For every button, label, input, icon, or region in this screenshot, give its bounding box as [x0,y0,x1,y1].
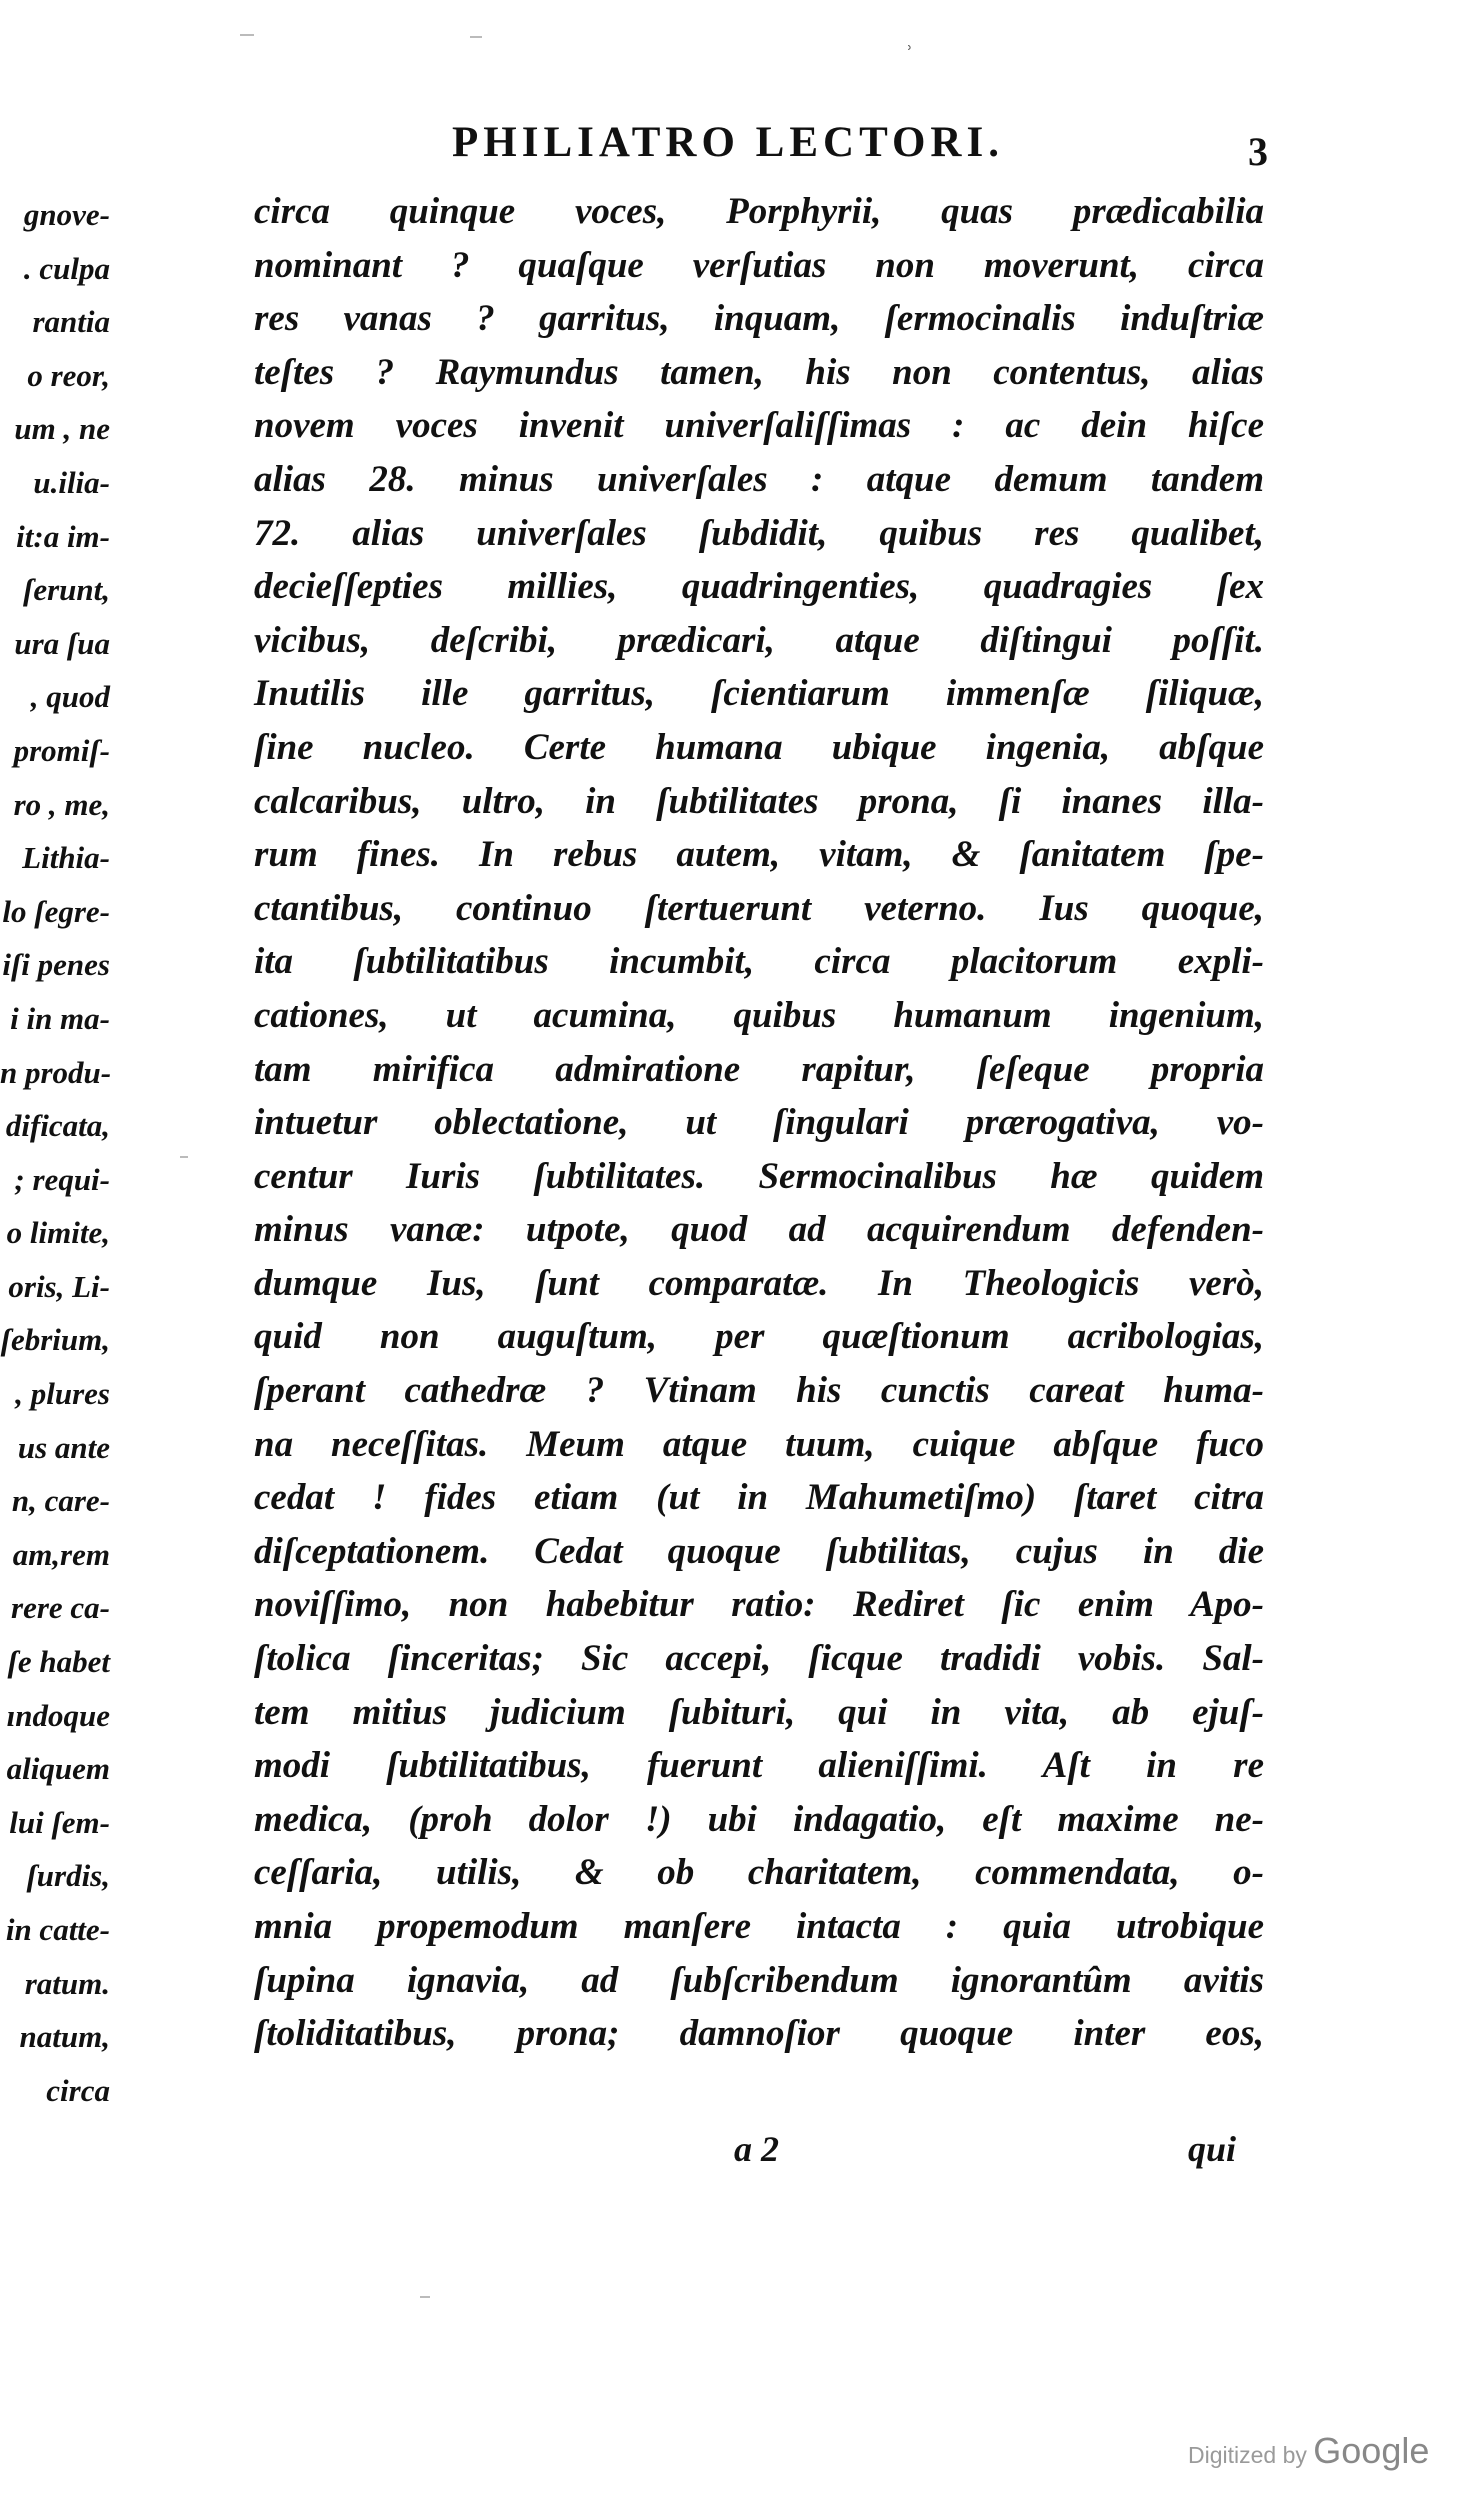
text-line: mnia propemodum manſere intacta : quia utrobique [254,1906,1264,1947]
margin-fragment: ; requi- [14,1161,110,1197]
running-head: PHILIATRO LECTORI. [452,119,1004,166]
text-line: 72. alias univerſales ſubdidit, quibus res qualibet, [254,512,1264,554]
watermark-brand: Google [1313,2430,1430,2471]
text-line: teſtes ? Raymundus tamen, his non contentus, alias [254,351,1264,393]
text-line: decieſſepties millies, quadringenties, quadragies ſex [254,566,1264,608]
text-line: na neceſſitas. Meum atque tuum, cuique abſque fuco [254,1423,1264,1465]
margin-fragment: ſerunt, [23,572,110,608]
margin-fragment: promiſ- [13,732,110,768]
margin-fragment: . culpa [23,250,110,286]
margin-fragment: Lithia- [22,840,110,876]
scan-speck [180,1156,188,1158]
margin-fragment: ro , me, [13,786,110,822]
text-line: ſtolica ſinceritas; Sic accepi, ſicque tradidi vobis. Sal- [254,1638,1264,1680]
margin-fragment: i in ma- [10,1000,110,1036]
text-line: ſtoliditatibus, prona; damnoſior quoque inter eos, [254,2013,1264,2055]
text-line: novem voces invenit univerſaliſſimas : ac dein hiſce [254,405,1264,447]
text-line: vicibus, deſcribi, prædicari, atque diſtingui poſſit. [254,619,1264,661]
margin-fragment: ſebrium, [0,1322,110,1358]
margin-fragment: it:a im- [16,518,110,554]
body-text [254,185,1264,2061]
margin-fragment: rere ca- [11,1590,110,1626]
top-ink-mark: ˒ [905,28,914,57]
margin-fragment: dificata, [5,1108,110,1144]
text-line: noviſſimo, non habebitur ratio: Rediret ſic enim Apo- [254,1584,1264,1626]
margin-fragment: , quod [30,679,110,715]
digitization-watermark [1188,2430,1429,2472]
text-line: Inutilis ille garritus, ſcientiarum immenſæ ſiliquæ, [254,673,1264,715]
margin-fragment: aliquem [6,1751,110,1787]
text-line: alias 28. minus univerſales : atque demum tandem [254,458,1264,500]
margin-fragment: ura ſua [14,625,110,661]
margin-fragment: in catte- [5,1912,110,1947]
margin-fragment: iſi penes [2,947,110,983]
margin-fragment: n, care- [11,1483,110,1519]
margin-fragment: ratum. [24,1965,110,2001]
margin-fragment: lo ſegre- [2,893,110,929]
text-line: minus vanæ: utpote, quod ad acquirendum defenden- [254,1209,1264,1251]
text-line: quid non auguſtum, per quæſtionum acribologias, [254,1316,1264,1358]
text-line: nominant ? quaſque verſutias non moverunt, circa [254,244,1264,286]
scan-speck [470,36,482,38]
text-line: calcaribus, ultro, in ſubtilitates prona, ſi inanes illa- [254,780,1264,822]
text-line: ita ſubtilitatibus incumbit, circa placitorum expli- [254,941,1264,983]
page-number: 3 [1248,129,1268,174]
scan-speck [240,34,254,36]
text-line: modi ſubtilitatibus, fuerunt alieniſſimi. Aſt in re [254,1745,1264,1787]
margin-fragment: oris, Li- [8,1268,110,1304]
text-line: ſupina ignavia, ad ſubſcribendum ignorantûm avitis [254,1959,1264,2001]
margin-fragment: rantia [32,304,110,340]
text-line: tem mitius judicium ſubituri, qui in vita, ab ejuſ- [254,1691,1264,1733]
facing-page-margin [0,188,140,2117]
margin-fragment: , plures [15,1376,110,1412]
text-line: rum fines. In rebus autem, vitam, & ſanitatem ſpe- [254,834,1264,876]
margin-fragment: us ante [17,1429,110,1465]
margin-fragment: circa [46,2072,110,2108]
margin-fragment: o limite, [6,1215,110,1251]
margin-fragment: o reor, [27,357,110,393]
margin-fragment: lui ſem- [9,1804,110,1840]
margin-fragment: u.ilia- [33,464,110,500]
text-line: medica, (proh dolor !) ubi indagatio, eſt maxime ne- [254,1798,1264,1840]
margin-fragment: am,rem [12,1536,110,1572]
margin-fragment: gnove- [23,197,110,232]
text-line: cationes, ut acumina, quibus humanum ingenium, [254,994,1264,1036]
text-line: ſine nucleo. Certe humana ubique ingenia, abſque [254,726,1264,768]
text-line: circa quinque voces, Porphyrii, quas prædicabilia [254,191,1264,232]
text-line: tam mirifica admiratione rapitur, ſeſeque propria [254,1048,1264,1090]
text-line: ſperant cathedræ ? Vtinam his cunctis careat huma- [254,1370,1264,1412]
text-line: centur Iuris ſubtilitates. Sermocinalibus hæ quidem [254,1155,1264,1197]
text-line: ctantibus, continuo ſtertuerunt veterno. Ius quoque, [254,887,1264,929]
text-line: ceſſaria, utilis, & ob charitatem, commendata, o- [254,1852,1264,1894]
catchword: qui [1188,2129,1237,2169]
text-line: dumque Ius, ſunt comparatæ. In Theologicis verò, [254,1262,1264,1304]
scan-speck [420,2296,430,2298]
margin-fragment: um , ne [14,411,110,447]
margin-fragment: ſe habet [7,1644,110,1680]
text-line: diſceptationem. Cedat quoque ſubtilitas, cujus in die [254,1530,1264,1572]
margin-fragment: ındoque [6,1697,110,1733]
margin-fragment: natum, [19,2019,110,2055]
text-line: cedat ! fides etiam (ut in Mahumetiſmo) ſtaret citra [254,1477,1264,1519]
signature-mark: a 2 [734,2129,779,2169]
text-line: intuetur oblectatione, ut ſingulari prærogativa, vo- [254,1102,1264,1144]
watermark-prefix: Digitized by [1188,2442,1307,2468]
text-line: res vanas ? garritus, inquam, ſermocinalis induſtriæ [254,298,1264,340]
margin-fragment: ſurdis, [26,1858,110,1894]
margin-fragment: n produ- [0,1054,112,1090]
